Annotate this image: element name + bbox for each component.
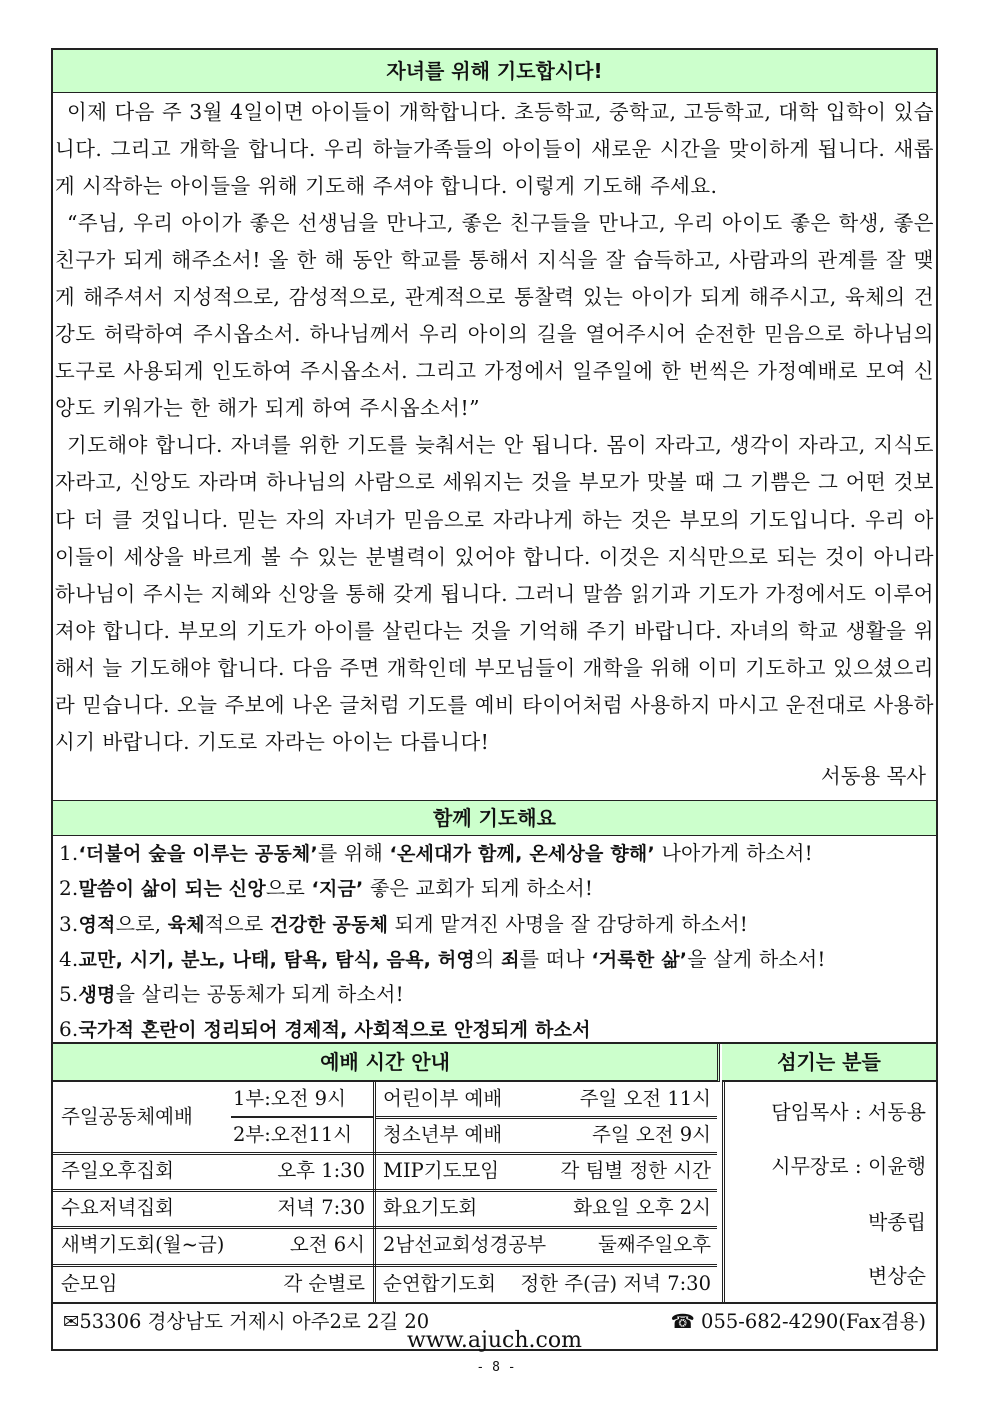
prayer-text: 적으로	[204, 911, 270, 936]
prayer-emphasis: ‘더불어 숲을 이루는 공동체’	[78, 843, 318, 865]
prayer-item	[59, 977, 932, 1012]
footer	[53, 1302, 936, 1353]
prayer-emphasis: 영적	[78, 913, 116, 936]
prayer-text: 좋은 교회가 되게 하소서!	[363, 876, 594, 901]
sunday-worship-second: 2부:오전11시	[233, 1123, 353, 1146]
tuesday-time: 화요일 오후 2시	[573, 1196, 711, 1219]
telephone-icon: ☎	[670, 1310, 695, 1333]
prayer-emphasis: 교만, 시기, 분노, 나태, 탐욕, 탐식, 음욕, 허영	[78, 948, 475, 971]
article-paragraph-2: “주님, 우리 아이가 좋은 선생님을 만나고, 좋은 친구들을 만나고, 우리 아이도 좋은 학생, 좋은 친구가 되게 해주소서! 올 한 해 동안 학교를 통해서 지식을 잘 습득하고, 사람과의 관계를 잘 맺게 해주셔서 지성적으로, 감성적으로, 관계적으로 통찰력 있는 아이가 되게 해주시고, 육체의 건강도 허락하여 주시옵소서. 하나님께서 우리 아이의 길을 열어주시어 순전한 믿음으로 하나님의 도구로 사용되게 인도하여 주시옵소서. 그리고 가정에서 일주일에 한 번씩은 가정예배로 모여 신앙도 키워가는 한 해가 되게 하여 주시옵소서!”	[55, 211, 934, 421]
address-text: 53306 경상남도 거제시 아주2로 2길 20	[79, 1310, 430, 1333]
prayer-item	[59, 907, 932, 942]
prayer-item	[59, 871, 932, 906]
youth-time: 주일 오전 9시	[592, 1123, 711, 1146]
prayer-emphasis: ‘지금’	[311, 878, 364, 901]
page-number: - 8 -	[476, 1360, 516, 1375]
tuesday-label: 화요기도회	[383, 1196, 478, 1219]
prayer-text: 3.	[59, 911, 79, 936]
youth-label: 청소년부 예배	[383, 1123, 503, 1146]
prayer-emphasis: 육체	[167, 913, 205, 936]
bulletin-page	[51, 48, 938, 1351]
wednesday-label: 수요저녁집회	[61, 1196, 175, 1219]
cell-union-time: 정한 주(금) 저녁 7:30	[520, 1272, 711, 1295]
wednesday-time: 저녁 7:30	[277, 1196, 365, 1219]
prayer-text: 1.	[59, 841, 79, 865]
dawn-label: 새벽기도회(월~금)	[61, 1233, 225, 1256]
article-signature: 서동용 목사	[813, 758, 926, 795]
cell-union-label: 순연합기도회	[383, 1272, 497, 1295]
prayer-text: 되게 맡겨진 사명을 잘 감당하게 하소서!	[388, 911, 749, 936]
prayer-item	[59, 836, 932, 871]
prayer-text: 의	[474, 946, 502, 971]
article-paragraph-1: 이제 다음 주 3월 4일이면 아이들이 개학합니다. 초등학교, 중학교, 고등학교, 대학 입학이 있습니다. 그리고 개학을 합니다. 우리 하늘가족들의 아이들이 새로운 시간을 맞이하게 됩니다. 새롭게 시작하는 아이들을 위해 기도해 주셔야 합니다. 이렇게 기도해 주세요.	[55, 100, 934, 199]
prayer-text: 을 살리는 공동체가 되게 하소서!	[115, 982, 404, 1007]
prayer-text: 를 떠나	[519, 946, 592, 971]
prayer-text: 을 살게 하소서!	[687, 946, 826, 971]
prayer-text: 2.	[59, 876, 79, 901]
envelope-icon: ✉	[63, 1310, 80, 1333]
schedule-title: 예배 시간 안내	[53, 1044, 720, 1082]
servant-name: 박종립	[868, 1210, 926, 1234]
prayer-emphasis: ‘온세대가 함께, 온세상을 향해’	[389, 843, 655, 865]
servants-list	[722, 1082, 936, 1304]
article-title: 자녀를 위해 기도합시다!	[53, 50, 936, 93]
cell-label: 순모임	[61, 1272, 118, 1295]
sunday-worship-first: 1부:오전 9시	[233, 1087, 346, 1110]
sunday-worship-label: 주일공동체예배	[61, 1105, 193, 1128]
prayer-text: 으로	[265, 876, 312, 901]
prayer-text: 으로,	[115, 911, 168, 936]
prayer-list	[59, 836, 932, 1042]
dawn-time: 오전 6시	[289, 1233, 365, 1256]
mip-label: MIP기도모임	[383, 1159, 500, 1182]
phone-text: 055-682-4290(Fax겸용)	[701, 1310, 926, 1333]
servant-elder: 시무장로 : 이윤행	[771, 1154, 926, 1178]
prayer-text: 4.	[59, 946, 79, 971]
prayer-emphasis: 건강한 공동체	[269, 913, 389, 936]
children-label: 어린이부 예배	[383, 1087, 503, 1110]
cell-time: 각 순별로	[283, 1272, 365, 1295]
mip-time: 각 팀별 정한 시간	[560, 1159, 711, 1182]
prayer-title: 함께 기도해요	[53, 800, 936, 836]
prayer-emphasis: 국가적 혼란이 정리되어 경제적, 사회적으로 안정되게 하소서	[78, 1019, 591, 1042]
servants-title: 섬기는 분들	[722, 1044, 936, 1082]
prayer-emphasis: 말씀이 삶이 되는 신앙	[78, 878, 266, 901]
sunday-pm-time: 오후 1:30	[277, 1159, 365, 1182]
men-time: 둘째주일오후	[597, 1233, 711, 1256]
prayer-item	[59, 942, 932, 977]
servant-name: 변상순	[868, 1264, 926, 1288]
prayer-emphasis: 죄	[501, 948, 520, 971]
prayer-emphasis: 생명	[78, 984, 116, 1007]
schedule-section	[53, 1042, 936, 1304]
prayer-text: 6.	[59, 1017, 79, 1042]
prayer-text: 를 위해	[317, 841, 390, 865]
prayer-text: 나아가게 하소서!	[654, 841, 813, 865]
website-link[interactable]: www.ajuch.com	[407, 1328, 582, 1353]
prayer-emphasis: ‘거룩한 삶’	[591, 948, 688, 971]
article-body	[55, 94, 934, 798]
children-time: 주일 오전 11시	[579, 1087, 711, 1110]
sunday-pm-label: 주일오후집회	[61, 1159, 175, 1182]
prayer-text: 5.	[59, 982, 79, 1007]
servant-pastor: 담임목사 : 서동용	[771, 1100, 926, 1124]
schedule-table	[53, 1082, 717, 1304]
men-label: 2남선교회성경공부	[383, 1233, 547, 1256]
article-paragraph-3: 기도해야 합니다. 자녀를 위한 기도를 늦춰서는 안 됩니다. 몸이 자라고, 생각이 자라고, 지식도 자라고, 신앙도 자라며 하나님의 사람으로 세워지는 것을 부모가 맛볼 때 그 기쁨은 그 어떤 것보다 더 클 것입니다. 믿는 자의 자녀가 믿음으로 자라나게 하는 것은 부모의 기도입니다. 우리 아이들이 세상을 바르게 볼 수 있는 분별력이 있어야 합니다. 이것은 지식만으로 되는 것이 아니라 하나님이 주시는 지혜와 신앙을 통해 갖게 됩니다. 그러니 말씀 읽기과 기도가 가정에서도 이루어져야 합니다. 부모의 기도가 아이를 살린다는 것을 기억해 주기 바랍니다. 자녀의 학교 생활을 위해서 늘 기도해야 합니다. 다음 주면 개학인데 부모님들이 개학을 위해 이미 기도하고 있으셨으리라 믿습니다. 오늘 주보에 나온 글처럼 기도를 예비 타이어처럼 사용하지 마시고 운전대로 사용하시기 바랍니다. 기도로 자라는 아이는 다릅니다!	[55, 433, 934, 754]
